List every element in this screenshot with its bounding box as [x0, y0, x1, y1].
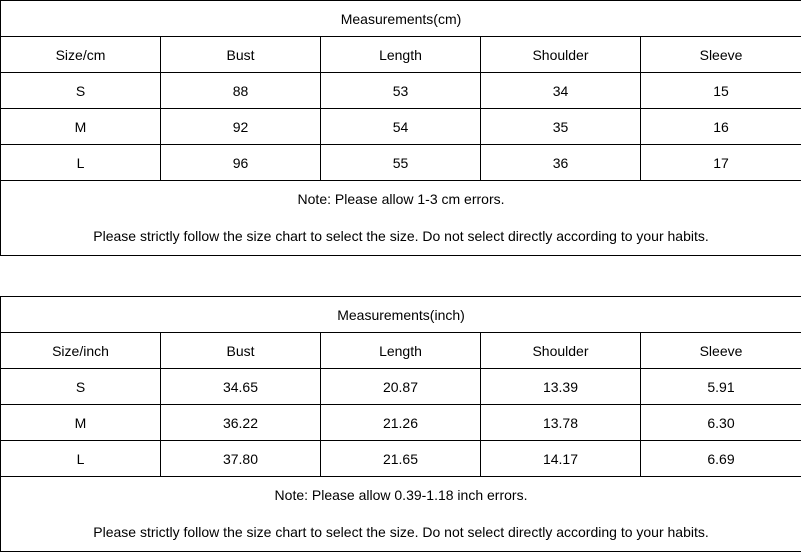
- bust-cell: 37.80: [161, 441, 321, 477]
- length-cell: 55: [321, 145, 481, 181]
- size-cell: S: [1, 73, 161, 109]
- shoulder-cell: 35: [481, 109, 641, 145]
- length-cell: 20.87: [321, 369, 481, 405]
- shoulder-cell: 14.17: [481, 441, 641, 477]
- bust-cell: 92: [161, 109, 321, 145]
- table-row: [1, 405, 801, 441]
- bust-cell: 34.65: [161, 369, 321, 405]
- size-cell: M: [1, 405, 161, 441]
- size-cell: L: [1, 441, 161, 477]
- error-note: Note: Please allow 1-3 cm errors.: [297, 191, 505, 207]
- size-chart-inch: [0, 296, 801, 552]
- column-header-size: Size/inch: [1, 333, 161, 369]
- table-row: [1, 73, 801, 109]
- table-header-row: [1, 37, 801, 73]
- column-header-shoulder: Shoulder: [481, 333, 641, 369]
- table-title-row: [1, 297, 801, 333]
- table-row: [1, 145, 801, 181]
- column-header-sleeve: Sleeve: [641, 37, 801, 73]
- note-cell: [1, 477, 801, 552]
- shoulder-cell: 13.39: [481, 369, 641, 405]
- size-cell: L: [1, 145, 161, 181]
- shoulder-cell: 34: [481, 73, 641, 109]
- bust-cell: 96: [161, 145, 321, 181]
- sleeve-cell: 6.30: [641, 405, 801, 441]
- size-cell: M: [1, 109, 161, 145]
- size-chart-cm: [0, 0, 801, 256]
- length-cell: 21.65: [321, 441, 481, 477]
- table-title-row: [1, 1, 801, 37]
- column-header-size: Size/cm: [1, 37, 161, 73]
- table-header-row: [1, 333, 801, 369]
- table-title: Measurements(cm): [1, 1, 801, 37]
- table-row: [1, 369, 801, 405]
- length-cell: 53: [321, 73, 481, 109]
- length-cell: 54: [321, 109, 481, 145]
- length-cell: 21.26: [321, 405, 481, 441]
- column-header-length: Length: [321, 37, 481, 73]
- column-header-shoulder: Shoulder: [481, 37, 641, 73]
- size-instruction: Please strictly follow the size chart to select the size. Do not select directly according to your habits.: [93, 228, 709, 244]
- bust-cell: 36.22: [161, 405, 321, 441]
- bust-cell: 88: [161, 73, 321, 109]
- shoulder-cell: 13.78: [481, 405, 641, 441]
- table-row: [1, 109, 801, 145]
- sleeve-cell: 5.91: [641, 369, 801, 405]
- shoulder-cell: 36: [481, 145, 641, 181]
- table-title: Measurements(inch): [1, 297, 801, 333]
- size-cell: S: [1, 369, 161, 405]
- error-note: Note: Please allow 0.39-1.18 inch errors.: [274, 487, 528, 503]
- column-header-length: Length: [321, 333, 481, 369]
- size-instruction: Please strictly follow the size chart to select the size. Do not select directly according to your habits.: [93, 524, 709, 540]
- table-row: [1, 441, 801, 477]
- note-row: [1, 477, 801, 552]
- column-header-bust: Bust: [161, 333, 321, 369]
- note-row: [1, 181, 801, 256]
- note-cell: [1, 181, 801, 256]
- sleeve-cell: 6.69: [641, 441, 801, 477]
- column-header-bust: Bust: [161, 37, 321, 73]
- sleeve-cell: 15: [641, 73, 801, 109]
- sleeve-cell: 16: [641, 109, 801, 145]
- sleeve-cell: 17: [641, 145, 801, 181]
- column-header-sleeve: Sleeve: [641, 333, 801, 369]
